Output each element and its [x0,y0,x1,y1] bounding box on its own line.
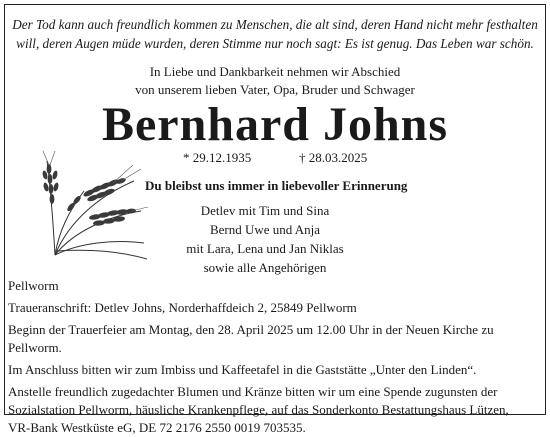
mourning-address: Traueranschrift: Detlev Johns, Norderhaffdeich 2, 25849 Pellworm [8,300,357,315]
mourner-line: mit Lara, Lena und Jan Niklas [186,241,344,256]
reception-info: Im Anschluss bitten wir zum Imbiss und Kaffeetafel in die Gaststätte „Unter den Linden“. [8,362,477,377]
motto-quote [5,15,545,53]
mourner-line: sowie alle Angehörigen [203,260,327,275]
mourners-list [185,201,345,277]
wheat-ears-icon [29,151,149,263]
mourner-line: Bernd Uwe und Anja [209,222,321,237]
birth-date: * 29.12.1935 [183,150,252,165]
obituary-notice [4,4,546,435]
place-of-residence: Pellworm [8,278,59,293]
deceased-name: Bernhard Johns [101,98,449,151]
mourner-line: Detlev mit Tim und Sina [200,203,330,218]
farewell-intro [5,63,545,99]
donation-line-1: Anstelle freundlich zugedachter Blumen und Kränze bitten wir um eine Spende zugunsten der [8,384,498,399]
intro-line-1: In Liebe und Dankbarkeit nehmen wir Abschied [149,64,401,79]
intro-line-2: von unserem lieben Vater, Opa, Bruder und Schwager [135,82,415,97]
motto-line-1: Der Tod kann auch freundlich kommen zu Menschen, die alt sind, deren Hand nicht mehr festhalten [12,17,538,32]
funeral-details [8,277,545,437]
motto-line-2: will, deren Augen müde wurden, deren Stimme nur noch sagt: Es ist genug. Das Leben war schön. [16,36,534,51]
remembrance-line: Du bleibst uns immer in liebevoller Erinnerung [145,178,408,193]
service-info: Beginn der Trauerfeier am Montag, den 28. April 2025 um 12.00 Uhr in der Neuen Kirche zu Pellworm. [8,322,494,355]
death-date: † 28.03.2025 [299,150,368,165]
donation-line-2: Sozialstation Pellworm, häusliche Krankenpflege, auf das Sonderkonto Bestattungshaus Lützen, [8,402,509,417]
donation-line-3: VR-Bank Westküste eG, DE 72 2176 2550 0019 703535. [8,420,306,435]
